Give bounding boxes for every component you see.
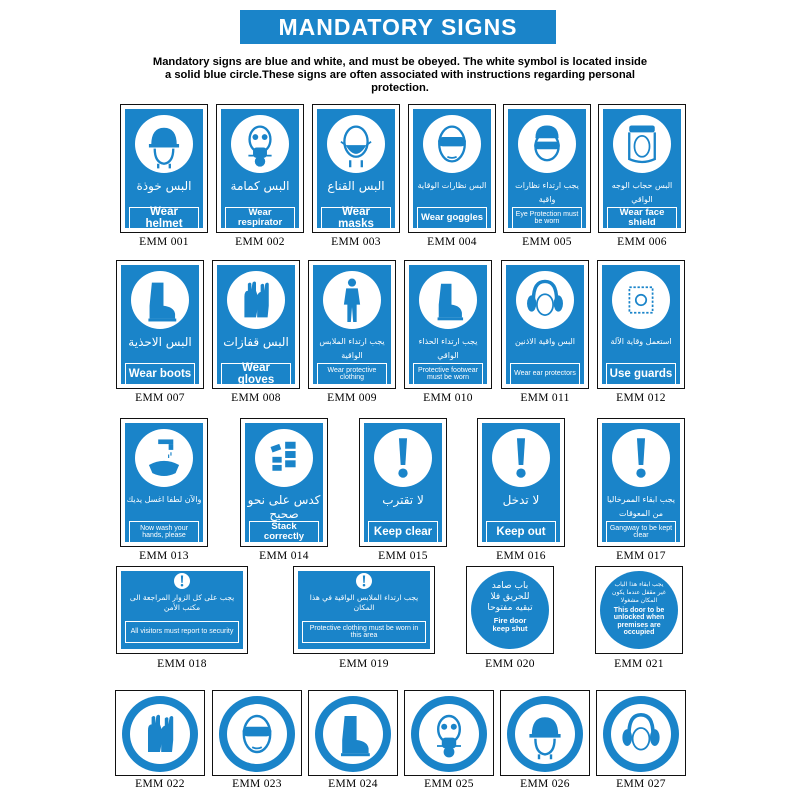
sign-card: [503, 104, 591, 233]
exclamation-icon: [356, 573, 372, 589]
sign-arabic-text: البس واقية الاذنين: [514, 337, 576, 346]
sign-label: Wear face shield: [607, 207, 677, 229]
sign-panel: [125, 109, 203, 228]
sign-code: EMM 006: [617, 236, 667, 248]
sign-panel: [217, 265, 295, 384]
stack-icon: [255, 429, 313, 487]
boot-icon-svg: [131, 271, 189, 329]
sign-panel: [508, 109, 586, 228]
sign-label: Wear helmet: [129, 207, 199, 229]
protective-clothing-icon-svg: [323, 271, 381, 329]
footwear-icon-svg: [419, 271, 477, 329]
sign-code: EMM 023: [232, 778, 282, 790]
exclamation-icon-svg: [374, 429, 432, 487]
eye-protection-icon: [518, 115, 576, 173]
sign-panel: [364, 423, 442, 542]
sign-panel: [409, 265, 487, 384]
sign-code: EMM 009: [327, 392, 377, 404]
sign-code: EMM 004: [427, 236, 477, 248]
sign-panel: [413, 109, 491, 228]
ear-protector-icon-badge: [603, 696, 679, 772]
respirator-icon: [231, 115, 289, 173]
sign-panel: [482, 423, 560, 542]
sign-card: [116, 566, 248, 654]
sign-panel: [600, 571, 678, 649]
gloves-icon-svg: [130, 704, 190, 764]
sign-code: EMM 016: [496, 550, 546, 562]
helmet-icon: [515, 704, 575, 764]
wash-hands-icon: [135, 429, 193, 487]
ear-protector-icon-svg: [516, 271, 574, 329]
sign-label: Stack correctly: [249, 521, 319, 543]
respirator-icon-svg: [419, 704, 479, 764]
exclamation-icon: [374, 429, 432, 487]
sign-code: EMM 014: [259, 550, 309, 562]
sign-label: Wear boots: [125, 363, 195, 385]
helmet-icon-svg: [515, 704, 575, 764]
boot-icon: [131, 271, 189, 329]
sign-panel: [221, 109, 299, 228]
face-shield-icon: [613, 115, 671, 173]
gloves-icon: [227, 271, 285, 329]
sign-panel: [505, 695, 585, 771]
sign-code: EMM 002: [235, 236, 285, 248]
sign-card: [212, 260, 300, 389]
sign-arabic-text: يجب على كل الزوار المراجعة الى مكتب الأمن: [129, 593, 235, 612]
sign-arabic-text: البس خوذة: [136, 179, 192, 193]
sign-panel: [125, 423, 203, 542]
sign-arabic-text: البس كمامة: [230, 179, 290, 193]
sign-label: Wear respirator: [225, 207, 295, 229]
sign-panel: [603, 109, 681, 228]
sign-card: [293, 566, 435, 654]
ear-protector-icon-svg: [611, 704, 671, 764]
sign-label: Wear ear protectors: [510, 363, 580, 385]
sign-card: [466, 566, 554, 654]
sign-panel: [506, 265, 584, 384]
sign-label: Now wash your hands, please: [129, 521, 199, 543]
goggles-icon-svg: [227, 704, 287, 764]
machine-guard-icon-svg: [612, 271, 670, 329]
sign-label: Eye Protection must be worn: [512, 207, 582, 229]
sign-arabic-text: يجب ابقاء الممرخاليا من المعوقات: [606, 495, 676, 518]
exclamation-icon-svg: [174, 573, 190, 589]
gloves-icon: [130, 704, 190, 764]
sign-arabic-text: كدس على نحو صحيح: [247, 493, 321, 521]
sign-code: EMM 020: [485, 658, 535, 670]
sign-code: EMM 003: [331, 236, 381, 248]
sign-code: EMM 019: [339, 658, 389, 670]
sign-card: [598, 104, 686, 233]
sign-card: [501, 260, 589, 389]
sign-code: EMM 011: [520, 392, 570, 404]
helmet-icon: [135, 115, 193, 173]
sign-label: Gangway to be kept clear: [606, 521, 676, 543]
sign-arabic-text: البس نظارات الوقاية: [417, 181, 487, 190]
mask-icon-svg: [327, 115, 385, 173]
sign-panel: [120, 695, 200, 771]
ear-protector-icon: [611, 704, 671, 764]
sign-panel: [602, 265, 680, 384]
sign-card: [116, 260, 204, 389]
sign-card: [216, 104, 304, 233]
sign-arabic-text: باب صامد للحريق فلا تبقيه مفتوحا: [487, 581, 533, 613]
helmet-icon-svg: [135, 115, 193, 173]
stack-icon-svg: [255, 429, 313, 487]
sign-arabic-text: يجب ابقاء هذا الباب غير مقفل عندما يكون المكان مشغولا: [612, 581, 666, 604]
sign-label: Wear masks: [321, 207, 391, 229]
sign-card: [404, 260, 492, 389]
sign-card: [359, 418, 447, 547]
sign-card: [308, 690, 398, 776]
goggles-icon: [423, 115, 481, 173]
sign-panel: [313, 265, 391, 384]
sign-label: Wear protective clothing: [317, 363, 387, 385]
boot-icon: [323, 704, 383, 764]
sign-panel: [298, 571, 430, 649]
sign-label: Use guards: [606, 363, 676, 385]
sign-arabic-text: البس الاحذية: [128, 335, 192, 349]
sign-card: [404, 690, 494, 776]
face-shield-icon-svg: [613, 115, 671, 173]
sign-code: EMM 024: [328, 778, 378, 790]
sign-code: EMM 027: [616, 778, 666, 790]
sign-card: [408, 104, 496, 233]
sign-arabic-text: يجب ارتداء الملابس الواقية: [319, 337, 385, 360]
gloves-icon-svg: [227, 271, 285, 329]
gloves-icon-badge: [122, 696, 198, 772]
sign-code: EMM 010: [423, 392, 473, 404]
sign-arabic-text: البس قفازات: [223, 335, 289, 349]
sign-label: This door to be unlocked when premises are occupied: [613, 607, 665, 637]
sign-card: [595, 566, 683, 654]
sign-panel: [121, 265, 199, 384]
sign-code: EMM 018: [157, 658, 207, 670]
sign-card: [597, 418, 685, 547]
sign-panel: [121, 571, 243, 649]
sign-card: [120, 418, 208, 547]
sign-code: EMM 013: [139, 550, 189, 562]
sign-code: EMM 021: [614, 658, 664, 670]
sign-panel: [601, 695, 681, 771]
page-title: MANDATORY SIGNS: [240, 10, 556, 44]
exclamation-icon: [174, 573, 190, 589]
sign-code: EMM 008: [231, 392, 281, 404]
exclamation-icon: [612, 429, 670, 487]
sign-panel: [313, 695, 393, 771]
sign-card: [477, 418, 565, 547]
sign-label: Wear goggles: [417, 207, 487, 229]
sign-card: [212, 690, 302, 776]
sign-arabic-text: لا تقترب: [382, 493, 424, 507]
sign-label: Protective footwear must be worn: [413, 363, 483, 385]
sign-code: EMM 026: [520, 778, 570, 790]
sign-label: Protective clothing must be worn in this area: [302, 621, 426, 643]
exclamation-icon-svg: [356, 573, 372, 589]
sign-arabic-text: البس القناع: [327, 179, 385, 193]
goggles-icon: [227, 704, 287, 764]
ear-protector-icon: [516, 271, 574, 329]
sign-label: All visitors must report to security: [125, 621, 239, 643]
sign-label: Keep clear: [368, 521, 438, 543]
sign-panel: [409, 695, 489, 771]
exclamation-icon: [492, 429, 550, 487]
sign-panel: [245, 423, 323, 542]
sign-card: [596, 690, 686, 776]
footwear-icon: [419, 271, 477, 329]
respirator-icon: [419, 704, 479, 764]
sign-arabic-text: البس حجاب الوجه الواقي: [611, 181, 673, 204]
sign-panel: [602, 423, 680, 542]
boot-icon-badge: [315, 696, 391, 772]
sign-panel: [217, 695, 297, 771]
goggles-icon-badge: [219, 696, 295, 772]
exclamation-icon-svg: [492, 429, 550, 487]
sign-code: EMM 017: [616, 550, 666, 562]
sign-arabic-text: يجب ارتداء نظارات واقية: [515, 181, 579, 204]
eye-protection-icon-svg: [518, 115, 576, 173]
respirator-icon-badge: [411, 696, 487, 772]
mask-icon: [327, 115, 385, 173]
sign-panel: [317, 109, 395, 228]
sign-arabic-text: يجب ارتداء الحذاء الواقي: [418, 337, 478, 360]
sign-label: Fire door keep shut: [492, 616, 528, 633]
sign-card: [115, 690, 205, 776]
sign-arabic-text: والآن لطفا اغسل يديك: [126, 495, 202, 504]
sign-card: [597, 260, 685, 389]
sign-card: [312, 104, 400, 233]
sign-label: Wear gloves: [221, 363, 291, 385]
sign-arabic-text: استعمل وقاية الآلة: [610, 337, 672, 346]
protective-clothing-icon: [323, 271, 381, 329]
sign-code: EMM 015: [378, 550, 428, 562]
sign-code: EMM 001: [139, 236, 189, 248]
sign-card: [240, 418, 328, 547]
sign-panel: [471, 571, 549, 649]
sign-code: EMM 025: [424, 778, 474, 790]
sign-card: [308, 260, 396, 389]
respirator-icon-svg: [231, 115, 289, 173]
sign-arabic-text: لا تدخل: [502, 493, 540, 507]
helmet-icon-badge: [507, 696, 583, 772]
sign-arabic-text: يجب ارتداء الملابس الواقية في هذا المكان: [309, 593, 419, 612]
intro-text: Mandatory signs are blue and white, and must be obeyed. The white symbol is located inside a solid blue circle.These signs are often associated with instructions regarding personal protection.: [152, 56, 648, 94]
wash-hands-icon-svg: [135, 429, 193, 487]
exclamation-icon-svg: [612, 429, 670, 487]
boot-icon-svg: [323, 704, 383, 764]
sign-code: EMM 005: [522, 236, 572, 248]
sign-code: EMM 022: [135, 778, 185, 790]
sign-card: [120, 104, 208, 233]
sign-label: Keep out: [486, 521, 556, 543]
machine-guard-icon: [612, 271, 670, 329]
sign-code: EMM 012: [616, 392, 666, 404]
goggles-icon-svg: [423, 115, 481, 173]
sign-code: EMM 007: [135, 392, 185, 404]
sign-card: [500, 690, 590, 776]
